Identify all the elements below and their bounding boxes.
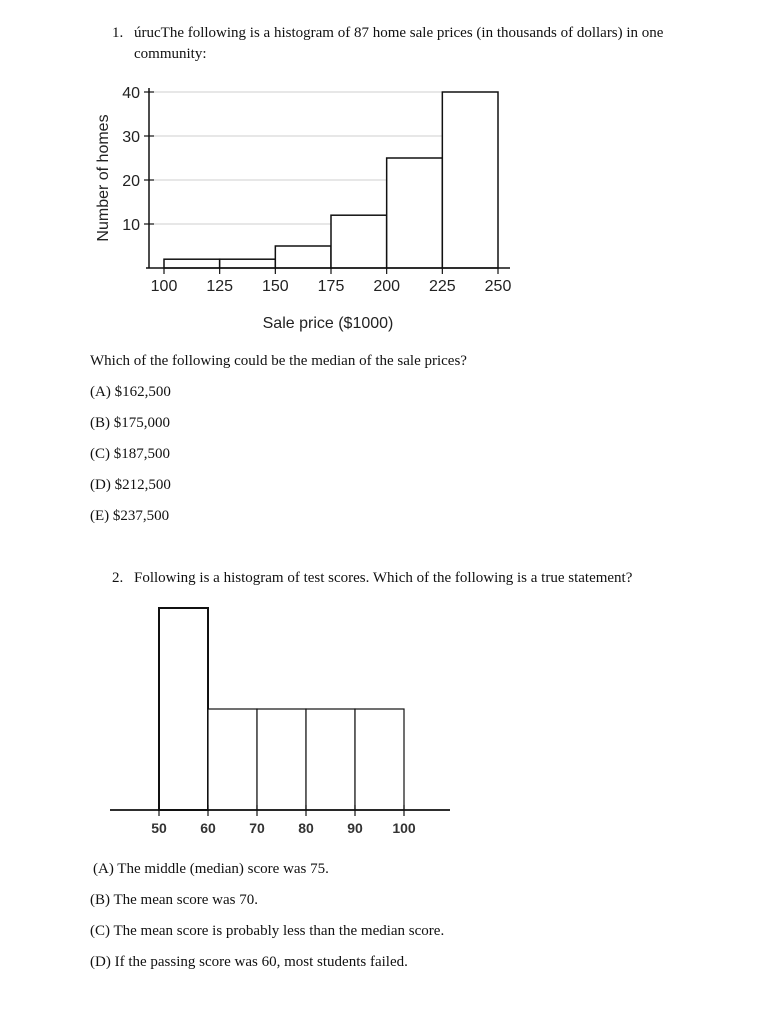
test-score-histogram — [100, 595, 460, 845]
histogram-bar — [275, 246, 331, 268]
y-tick-label: 40 — [122, 85, 140, 102]
histogram-bar — [355, 709, 404, 810]
y-tick-label: 30 — [122, 129, 140, 146]
histogram-bar — [159, 608, 208, 810]
x-axis-title: Sale price ($1000) — [262, 315, 394, 332]
q2-prompt: Following is a histogram of test scores. Which of the following is a true statement? — [134, 570, 633, 586]
x-tick-label: 90 — [347, 820, 363, 836]
q1-choice-d: (D) $212,500 — [90, 477, 171, 493]
q1-text-line2: community: — [134, 46, 207, 62]
histogram-bar — [208, 709, 257, 810]
q2-text-line — [112, 568, 632, 589]
q2-choice-a: (A) The middle (median) score was 75. — [93, 861, 329, 877]
x-tick-label: 50 — [151, 820, 167, 836]
x-tick-label: 225 — [428, 278, 456, 295]
x-tick-label: 150 — [261, 278, 289, 295]
histogram-bar — [442, 92, 498, 268]
x-tick-label: 200 — [373, 278, 401, 295]
histogram-bar — [220, 259, 276, 268]
y-tick-label: 10 — [122, 217, 140, 234]
histogram-bar — [257, 709, 306, 810]
q1-choice-b: (B) $175,000 — [90, 415, 170, 431]
histogram-bar — [331, 215, 387, 268]
y-axis-title: Number of homes — [95, 114, 112, 242]
x-tick-label: 80 — [298, 820, 314, 836]
x-tick-label: 250 — [484, 278, 512, 295]
x-tick-label: 100 — [392, 820, 416, 836]
q1-choice-e: (E) $237,500 — [90, 508, 170, 524]
q2-choice-b: (B) The mean score was 70. — [90, 892, 259, 908]
q2-choice-c: (C) The mean score is probably less than the median score. — [90, 923, 445, 939]
x-tick-label: 70 — [249, 820, 265, 836]
home-price-histogram — [80, 80, 540, 340]
histogram-bar — [387, 158, 443, 268]
y-tick-label: 20 — [122, 173, 140, 190]
q1-text-line1 — [112, 23, 663, 44]
x-tick-label: 125 — [206, 278, 234, 295]
q1-number: 1. — [112, 25, 124, 41]
q1-choice-a: (A) $162,500 — [90, 384, 171, 400]
q2-number: 2. — [112, 570, 124, 586]
x-tick-label: 175 — [317, 278, 345, 295]
histogram-bar — [306, 709, 355, 810]
q1-choice-c: (C) $187,500 — [90, 446, 170, 462]
q1-prompt: úrucThe following is a histogram of 87 home sale prices (in thousands of dollars) in one — [134, 25, 664, 41]
q1-question: Which of the following could be the median of the sale prices? — [90, 353, 467, 369]
histogram-bar — [164, 259, 220, 268]
x-tick-label: 60 — [200, 820, 216, 836]
q2-choice-d: (D) If the passing score was 60, most students failed. — [90, 954, 408, 970]
x-tick-label: 100 — [150, 278, 178, 295]
